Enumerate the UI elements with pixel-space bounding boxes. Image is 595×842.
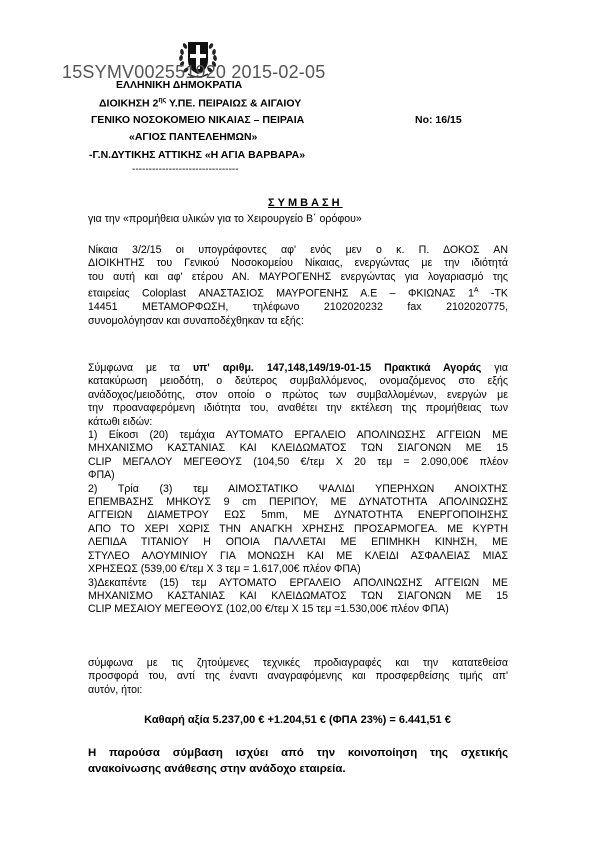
item-2-line: ΧΡΗΣΕΩΣ (539,00 €/τεμ Χ 3 τεμ = 1.617,00€ πλέον ΦΠΑ) <box>88 563 361 576</box>
intro-line: ΔΙΟΙΚΗΤΗΣ του Γενικού Νοσοκομείου Νίκαιας, ενεργώντας με την ιδιότητά <box>88 257 508 270</box>
item-2-line: ΑΓΓΕΙΩΝ ΔΙΑΜΕΤΡΟΥ ΕΩΣ 5mm, ΜΕ ΔΥΝΑΤΟΤΗΤΑ ΕΝΕΡΓΟΠΟΙΗΣΗΣ <box>88 509 508 522</box>
document-title: ΣΥΜΒΑΣΗ <box>268 197 343 209</box>
validity-line: ανακοίνωσης ανάθεσης στην ανάδοχο εταιρεία. <box>88 763 346 775</box>
items-paragraph <box>88 362 508 617</box>
tech-line: προσφορά του, αντί της έναντι αναγραφόμενης και προσφερθείσης τιμής απ' <box>88 670 508 683</box>
item-3-line: CLIP ΜΕΣΑΙΟΥ ΜΕΓΕΘΟΥΣ (102,00 €/τεμ Χ 15 τεμ =1.530,00€ πλέον ΦΠΑ) <box>88 603 449 616</box>
technical-spec-paragraph <box>88 657 508 697</box>
item-1-line: CLIP ΜΕΓΑΛΟΥ ΜΕΓΕΘΟΥΣ (104,50 €/τεμ Χ 20 τεμ = 2.090,00€ πλέον <box>88 455 508 468</box>
validity-line: Η παρούσα σύμβαση ισχύει από την κοινοποίηση της σχετικής <box>88 747 508 759</box>
document-registry-watermark: 15SYMV002551920 2015-02-05 <box>62 62 326 82</box>
body-line: την προαναφερόμενη ιδιότητα του, αναθέτει την εκτέλεση της προμήθειας των <box>88 402 508 415</box>
body-prefix: Σύμφωνα με τα <box>88 362 193 374</box>
header-separator: -------------------------------- <box>132 164 239 175</box>
tech-line: σύμφωνα με τις ζητούμενες τεχνικές προδιαγραφές και την κατατεθείσα <box>88 657 508 669</box>
item-2-line: 2) Τρία (3) τεμ ΑΙΜΟΣΤΑΤΙΚΟ ΨΑΛΙΔΙ ΥΠΕΡΗΧΩΝ ΑΝΟΙΧΤΗΣ <box>88 482 508 495</box>
body-line: κατακύρωση μειοδότη, ο δεύτερος συμβαλλόμενος, ονομαζόμενος στο εξής <box>88 375 508 388</box>
intro-paragraph <box>88 244 508 328</box>
item-2-line: ΕΠΕΜΒΑΣΗΣ ΜΗΚΟΥΣ 9 cm ΠΕΡΙΠΟΥ, ΜΕ ΔΥΝΑΤΟΤΗΤΑ ΑΠΟΛΙΝΩΣΗΣ <box>88 496 508 509</box>
intro-line: εταιρείας Coloplast ΑΝΑΣΤΑΣΙΟΣ ΜΑΥΡΟΓΕΝΗΣ Α.Ε – ΦΚΙΩΝΑΣ $1^A$ -ΤΚ <box>88 287 508 300</box>
header-hospital-unit-1: «ΑΓΙΟΣ ΠΑΝΤΕΛΕΗΜΩΝ» <box>129 131 258 143</box>
item-3-line: ΜΗΧΑΝΙΣΜΟ ΚΑΣΤΑΝΙΑΣ ΚΑΙ ΚΛΕΙΔΩΜΑΤΟΣ ΤΩΝ ΣΙΑΓΟΝΩΝ ΜΕ 15 <box>88 589 508 602</box>
intro-line: 14451 ΜΕΤΑΜΟΡΦΩΣΗ, τηλέφωνο 2102020232 fax 2102020775, <box>88 301 508 314</box>
header-health-region: ΔΙΟΙΚΗΣΗ $2^{\eta\varsigma}$ Υ.ΠΕ. ΠΕΙΡΑΙΩΣ & ΑΙΓΑΙΟΥ <box>99 97 302 110</box>
intro-line: Νίκαια 3/2/15 οι υπογράφοντες αφ' ενός μεν ο κ. Π. ΔΟΚΟΣ ΑΝ <box>88 244 508 256</box>
intro-line: του αυτή και αφ' ετέρου ΑΝ. ΜΑΥΡΟΓΕΝΗΣ ενεργώντας για λογαριασμό της <box>88 270 508 283</box>
item-1-line: 1) Είκοσι (20) τεμάχια ΑΥΤΟΜΑΤΟ ΕΡΓΑΛΕΙΟ ΑΠΟΛΙΝΩΣΗΣ ΑΓΓΕΙΩΝ ΜΕ <box>88 429 508 442</box>
tech-line: αυτόν, ήτοι: <box>88 683 143 696</box>
item-1-line: ΦΠΑ) <box>88 469 115 482</box>
item-2-line: ΑΠΟ ΤΟ ΧΕΡΙ ΧΩΡΙΣ ΤΗΝ ΑΝΑΓΚΗ ΧΡΗΣΗΣ ΠΡΟΣΑΡΜΟΓΕΑ. ΜΕ ΚΥΡΤΗ <box>88 522 508 535</box>
item-1-line: ΜΗΧΑΝΙΣΜΟ ΚΑΣΤΑΝΙΑΣ ΚΑΙ ΚΛΕΙΔΩΜΑΤΟΣ ΤΩΝ ΣΙΑΓΟΝΩΝ ΜΕ 15 <box>88 442 508 455</box>
header-hospital-name: ΓΕΝΙΚΟ ΝΟΣΟΚΟΜΕΙΟ ΝΙΚΑΙΑΣ – ΠΕΙΡΑΙΑ <box>91 114 305 126</box>
document-subtitle: για την «προμήθεια υλικών για το Χειρουργείο Β΄ ορόφου» <box>88 213 362 225</box>
net-value-total: Καθαρή αξία 5.237,00 € +1.204,51 € (ΦΠΑ 23%) = 6.441,51 € <box>144 714 451 726</box>
item-2-line: ΛΕΠΙΔΑ ΤΙΤΑΝΙΟΥ Η ΟΠΟΙΑ ΠΑΛΛΕΤΑΙ ΜΕ ΕΠΙΜΗΚΗ ΚΙΝΗΣΗ, ΜΕ <box>88 536 508 549</box>
intro-line: συνομολόγησαν και συναποδέχθηκαν τα εξής: <box>88 314 304 327</box>
body-suffix: για <box>481 362 509 374</box>
item-2-line: ΣΤΥΛΕΟ ΑΛΟΥΜΙΝΙΟΥ ΓΙΑ ΜΟΝΩΣΗ ΚΑΙ ΜΕ ΚΛΕΙΔΙ ΑΣΦΑΛΕΙΑΣ ΜΙΑΣ <box>88 549 508 562</box>
market-minutes-reference: υπ' αριθμ. 147,148,149/19-01-15 Πρακτικά Αγοράς <box>192 362 482 374</box>
contract-number: Νο: 16/15 <box>415 114 462 126</box>
body-line: ανάδοχος/μειοδότης, στον οποίο ο πρώτος των συμβαλλομένων, ενεργών με <box>88 388 508 401</box>
body-line <box>88 362 508 375</box>
body-line: κάτωθι ειδών: <box>88 415 153 428</box>
header-state-name: ΕΛΛΗΝΙΚΗ ΔΗΜΟΚΡΑΤΙΑ <box>116 79 243 91</box>
item-3-line: 3)Δεκαπέντε (15) τεμ ΑΥΤΟΜΑΤΟ ΕΡΓΑΛΕΙΟ ΑΠΟΛΙΝΩΣΗΣ ΑΓΓΕΙΩΝ ΜΕ <box>88 576 508 589</box>
validity-paragraph <box>88 745 508 777</box>
header-hospital-unit-2: -Γ.Ν.ΔΥΤΙΚΗΣ ΑΤΤΙΚΗΣ «Η ΑΓΙΑ ΒΑΡΒΑΡΑ» <box>89 149 306 161</box>
